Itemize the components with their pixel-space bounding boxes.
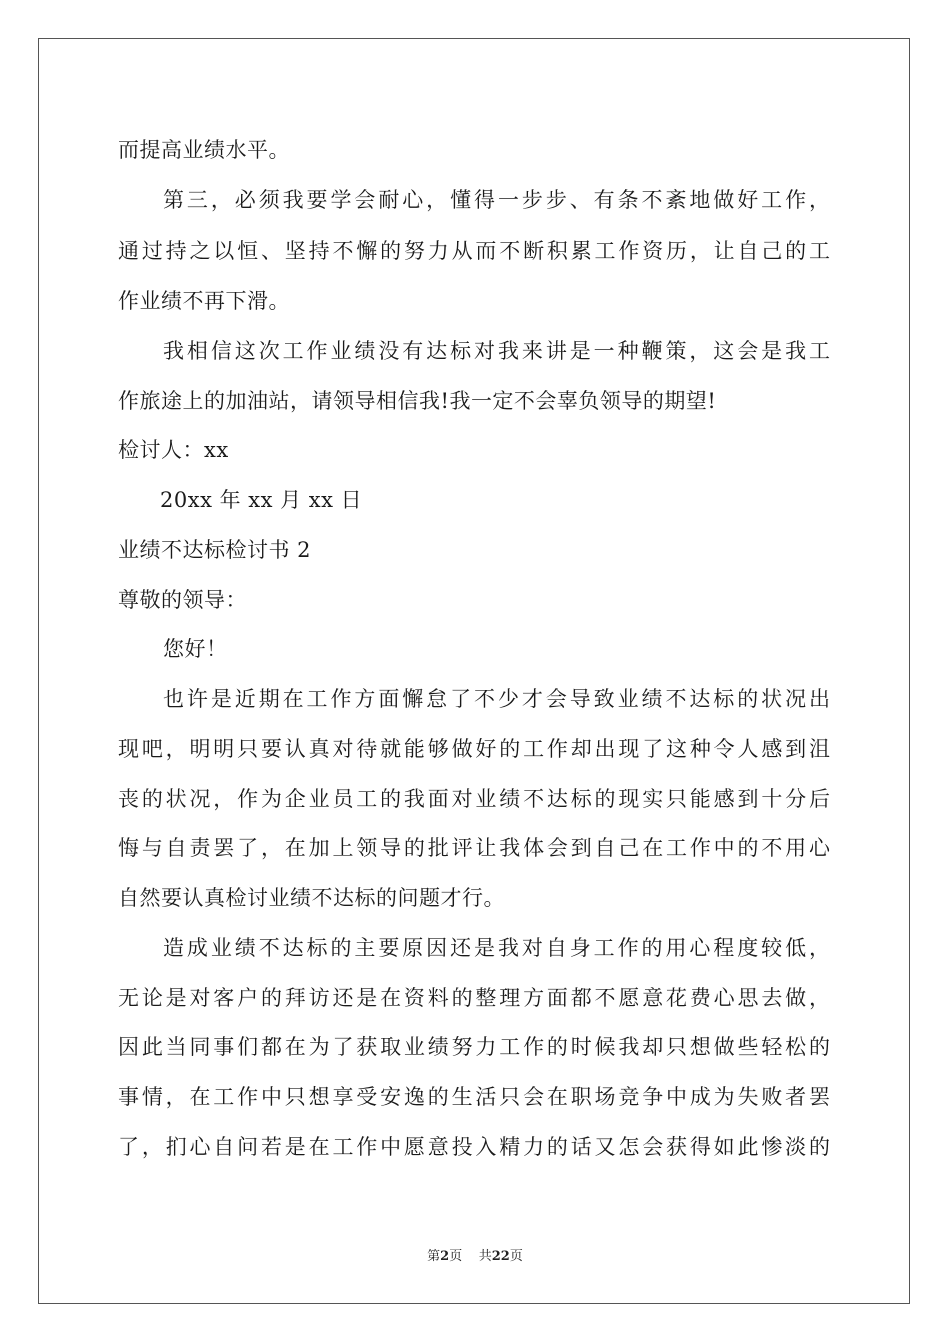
salutation: 尊敬的领导： [118, 588, 247, 612]
page-footer [0, 1248, 950, 1266]
paragraph-line: 造成业绩不达标的主要原因还是我对自身工作的用心程度较低， [163, 936, 830, 960]
date-line: 20xx 年 xx 月 xx 日 [160, 488, 363, 512]
paragraph-line: 也许是近期在工作方面懈怠了不少才会导致业绩不达标的状况出 [163, 687, 830, 711]
paragraph-line: 作业绩不再下滑。 [118, 289, 290, 313]
paragraph-line: 悔与自责罢了，在加上领导的批评让我体会到自己在工作中的不用心 [118, 836, 830, 860]
paragraph-line: 自然要认真检讨业绩不达标的问题才行。 [118, 886, 505, 910]
paragraph-line: 而提高业绩水平。 [118, 138, 290, 162]
page-prefix: 第 [427, 1249, 441, 1264]
paragraph-line: 现吧，明明只要认真对待就能够做好的工作却出现了这种令人感到沮 [118, 737, 830, 761]
paragraph-line: 因此当同事们都在为了获取业绩努力工作的时候我却只想做些轻松的 [118, 1035, 830, 1059]
paragraph-line: 无论是对客户的拜访还是在资料的整理方面都不愿意花费心思去做， [118, 986, 830, 1010]
paragraph-line: 作旅途上的加油站，请领导相信我!我一定不会辜负领导的期望! [118, 389, 717, 413]
page-current: 2 [440, 1249, 450, 1264]
page-total: 22 [491, 1249, 510, 1264]
paragraph-line: 我相信这次工作业绩没有达标对我来讲是一种鞭策，这会是我工 [163, 339, 830, 363]
total-unit: 页 [509, 1249, 523, 1264]
paragraph-line: 了，扪心自问若是在工作中愿意投入精力的话又怎会获得如此惨淡的 [118, 1135, 830, 1159]
page-border [38, 38, 910, 1304]
greeting: 您好！ [163, 637, 228, 661]
total-prefix: 共 [478, 1249, 492, 1264]
paragraph-line: 通过持之以恒、坚持不懈的努力从而不断积累工作资历，让自己的工 [118, 239, 830, 263]
section-title: 业绩不达标检讨书 2 [118, 538, 312, 562]
page-unit: 页 [449, 1249, 463, 1264]
paragraph-line: 事情，在工作中只想享受安逸的生活只会在职场竞争中成为失败者罢 [118, 1085, 830, 1109]
paragraph-line: 第三，必须我要学会耐心，懂得一步步、有条不紊地做好工作， [163, 188, 830, 212]
paragraph-line: 丧的状况，作为企业员工的我面对业绩不达标的现实只能感到十分后 [118, 787, 830, 811]
signer-line: 检讨人：xx [118, 438, 229, 462]
